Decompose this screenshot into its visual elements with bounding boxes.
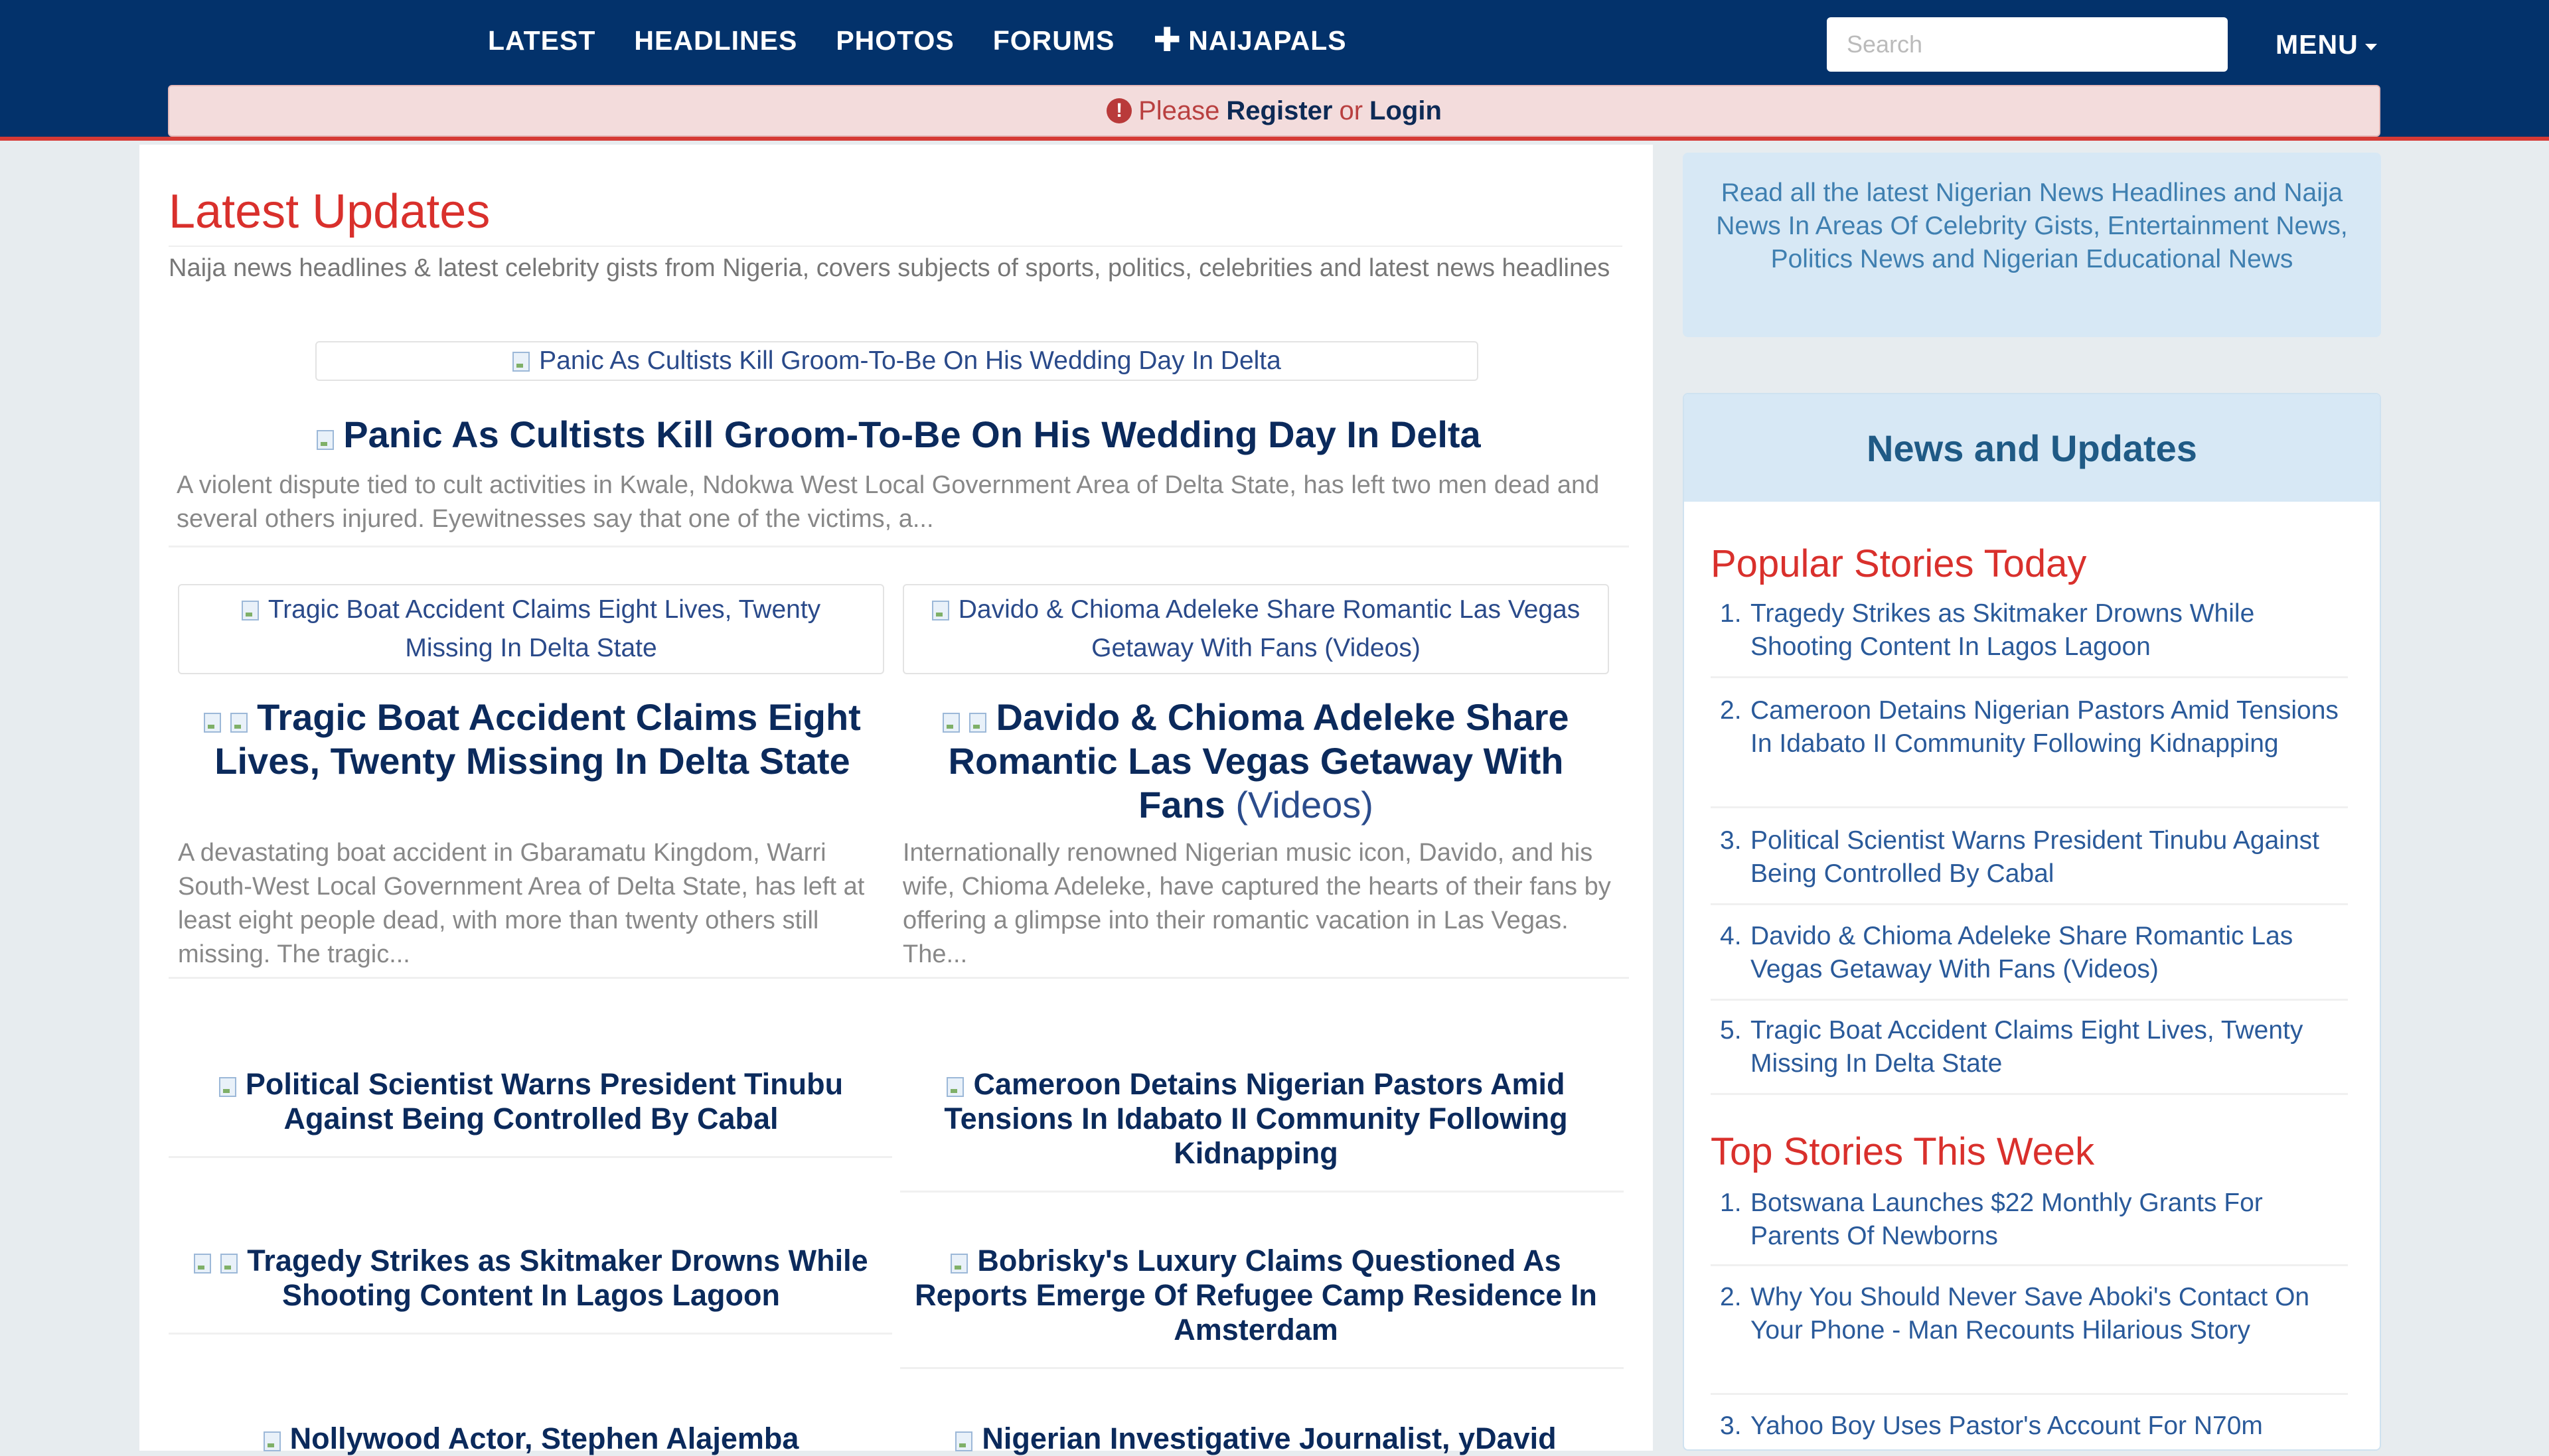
small-headline-6[interactable]: [903, 1421, 1609, 1456]
week-story-text-1: Botswana Launches $22 Monthly Grants For Parents Of Newborns: [1750, 1189, 2263, 1250]
small-headline-text-6: Nigerian Investigative Journalist, yDavid: [982, 1421, 1557, 1455]
menu-button[interactable]: [2276, 29, 2377, 60]
small-headline-text-1: Political Scientist Warns President Tinubu Against Being Controlled By Cabal: [245, 1067, 844, 1135]
divider: [169, 246, 1622, 247]
alert-please: Please: [1138, 96, 1220, 125]
broken-image-icon: [947, 1077, 964, 1097]
register-link[interactable]: Register: [1226, 96, 1333, 125]
plus-icon: ✚: [1153, 21, 1182, 58]
search-input[interactable]: [1827, 17, 2228, 72]
divider: [169, 1156, 892, 1158]
featured-headline-text-2: Davido & Chioma Adeleke Share Romantic Las Vegas Getaway With Fans: [948, 696, 1569, 826]
broken-image-icon: [969, 713, 986, 733]
broken-image-icon: [242, 601, 259, 620]
main-nav: [488, 21, 1347, 58]
broken-image-icon: [230, 713, 248, 733]
small-headline-3[interactable]: [178, 1244, 884, 1313]
broken-image-icon: [219, 1077, 236, 1097]
news-updates-panel: [1683, 393, 2381, 1451]
page-title: Latest Updates: [169, 185, 491, 238]
list-number: 3.: [1720, 826, 1742, 855]
broken-image-icon: [951, 1254, 968, 1274]
featured-image-1[interactable]: [178, 584, 884, 674]
popular-stories-title: Popular Stories Today: [1711, 542, 2087, 585]
featured-image-2[interactable]: [903, 584, 1609, 674]
list-number: 2.: [1720, 1283, 1742, 1311]
divider: [169, 1333, 892, 1335]
small-headline-text-2: Cameroon Detains Nigerian Pastors Amid Tensions In Idabato II Community Following Kidnapping: [944, 1067, 1568, 1170]
lead-story-image[interactable]: [315, 341, 1478, 381]
featured-image-alt-2: Davido & Chioma Adeleke Share Romantic Las Vegas Getaway With Fans (Videos): [958, 595, 1581, 662]
broken-image-icon: [317, 430, 334, 450]
lead-headline-text: Panic As Cultists Kill Groom-To-Be On His Wedding Day In Delta: [343, 413, 1481, 455]
week-story-text-2: Why You Should Never Save Aboki's Contact On Your Phone - Man Recounts Hilarious Story: [1750, 1283, 2310, 1345]
broken-image-icon: [264, 1431, 281, 1451]
login-alert: [168, 85, 2380, 137]
main-content: [139, 145, 1653, 1455]
popular-story-text-4: Davido & Chioma Adeleke Share Romantic Las Vegas Getaway With Fans (Videos): [1750, 922, 2293, 983]
broken-image-icon: [512, 352, 530, 372]
divider: [169, 977, 1629, 979]
lead-headline[interactable]: [169, 413, 1629, 457]
small-headline-5[interactable]: [178, 1421, 884, 1456]
list-number: 2.: [1720, 696, 1742, 725]
popular-story-text-5: Tragic Boat Accident Claims Eight Lives, Twenty Missing In Delta State: [1750, 1016, 2303, 1078]
nav-naijapals-label: NAIJAPALS: [1188, 25, 1347, 56]
list-number: 3.: [1720, 1412, 1742, 1440]
popular-story-1[interactable]: [1711, 597, 2348, 678]
top-navbar: [0, 0, 2549, 141]
divider: [169, 546, 1629, 547]
featured-summary-2: Internationally renowned Nigerian music icon, Davido, and his wife, Chioma Adeleke, have captured the hearts of their fans by offering a glimpse into their romantic vacation in Las Vegas. The...: [903, 839, 1611, 968]
nav-latest[interactable]: LATEST: [488, 25, 596, 56]
divider: [900, 1191, 1624, 1193]
broken-image-icon: [932, 601, 949, 620]
alert-or: or: [1339, 96, 1363, 125]
panel-title: News and Updates: [1684, 394, 2380, 502]
lead-image-alt: Panic As Cultists Kill Groom-To-Be On His Wedding Day In Delta: [539, 346, 1281, 375]
popular-story-3[interactable]: [1711, 824, 2348, 905]
small-headline-4[interactable]: [903, 1244, 1609, 1347]
list-number: 4.: [1720, 922, 1742, 950]
week-story-2[interactable]: [1711, 1281, 2348, 1395]
featured-summary-1: A devastating boat accident in Gbaramatu Kingdom, Warri South-West Local Government Area of Delta State, has left at least eight people dead, with more than twenty others still missing. The tragic...: [178, 839, 865, 968]
small-headline-text-3: Tragedy Strikes as Skitmaker Drowns While Shooting Content In Lagos Lagoon: [247, 1244, 868, 1312]
exclamation-circle-icon: !: [1107, 98, 1132, 123]
broken-image-icon: [204, 713, 221, 733]
popular-story-text-2: Cameroon Detains Nigerian Pastors Amid Tensions In Idabato II Community Following Kidnapping: [1750, 696, 2339, 758]
page-intro: Naija news headlines & latest celebrity gists from Nigeria, covers subjects of sports, politics, celebrities and latest news headlines: [169, 254, 1610, 282]
broken-image-icon: [943, 713, 960, 733]
divider: [900, 1367, 1624, 1369]
menu-label: MENU: [2276, 29, 2358, 60]
small-headline-2[interactable]: [903, 1067, 1609, 1171]
week-story-text-3: Yahoo Boy Uses Pastor's Account For N70m: [1750, 1412, 2263, 1440]
popular-story-text-1: Tragedy Strikes as Skitmaker Drowns While Shooting Content In Lagos Lagoon: [1750, 599, 2255, 661]
list-number: 1.: [1720, 599, 1742, 628]
nav-headlines[interactable]: HEADLINES: [634, 25, 798, 56]
featured-headline-1[interactable]: [179, 695, 886, 783]
featured-headline-text-1: Tragic Boat Accident Claims Eight Lives, Twenty Missing In Delta State: [214, 696, 861, 782]
small-headline-text-5: Nollywood Actor, Stephen Alajemba: [289, 1421, 799, 1455]
small-headline-text-4: Bobrisky's Luxury Claims Questioned As Reports Emerge Of Refugee Camp Residence In Amsterdam: [915, 1244, 1597, 1347]
sidebar-blurb: Read all the latest Nigerian News Headlines and Naija News In Areas Of Celebrity Gists, Entertainment News, Politics News and Nigerian Educational News: [1683, 153, 2381, 337]
broken-image-icon: [955, 1431, 972, 1451]
featured-image-alt-1: Tragic Boat Accident Claims Eight Lives, Twenty Missing In Delta State: [268, 595, 821, 662]
popular-story-2[interactable]: [1711, 694, 2348, 808]
lead-summary: A violent dispute tied to cult activities in Kwale, Ndokwa West Local Government Area of Delta State, has left two men dead and several others injured. Eyewitnesses say that one of the victims, a...: [177, 471, 1600, 533]
popular-story-text-3: Political Scientist Warns President Tinubu Against Being Controlled By Cabal: [1750, 826, 2319, 888]
featured-headline-2[interactable]: [903, 695, 1609, 827]
featured-headline-suffix-2: (Videos): [1235, 784, 1373, 826]
nav-photos[interactable]: PHOTOS: [836, 25, 955, 56]
broken-image-icon: [194, 1254, 211, 1274]
week-story-1[interactable]: [1711, 1187, 2348, 1266]
list-number: 5.: [1720, 1016, 1742, 1045]
popular-story-4[interactable]: [1711, 920, 2348, 1001]
popular-story-5[interactable]: [1711, 1014, 2348, 1095]
broken-image-icon: [220, 1254, 238, 1274]
caret-down-icon: [2365, 44, 2377, 50]
list-number: 1.: [1720, 1189, 1742, 1217]
week-story-3[interactable]: [1711, 1410, 2348, 1449]
nav-forums[interactable]: FORUMS: [992, 25, 1115, 56]
top-stories-week-title: Top Stories This Week: [1711, 1130, 2095, 1173]
login-link[interactable]: Login: [1369, 96, 1442, 125]
small-headline-1[interactable]: [178, 1067, 884, 1136]
nav-naijapals[interactable]: [1153, 21, 1347, 58]
